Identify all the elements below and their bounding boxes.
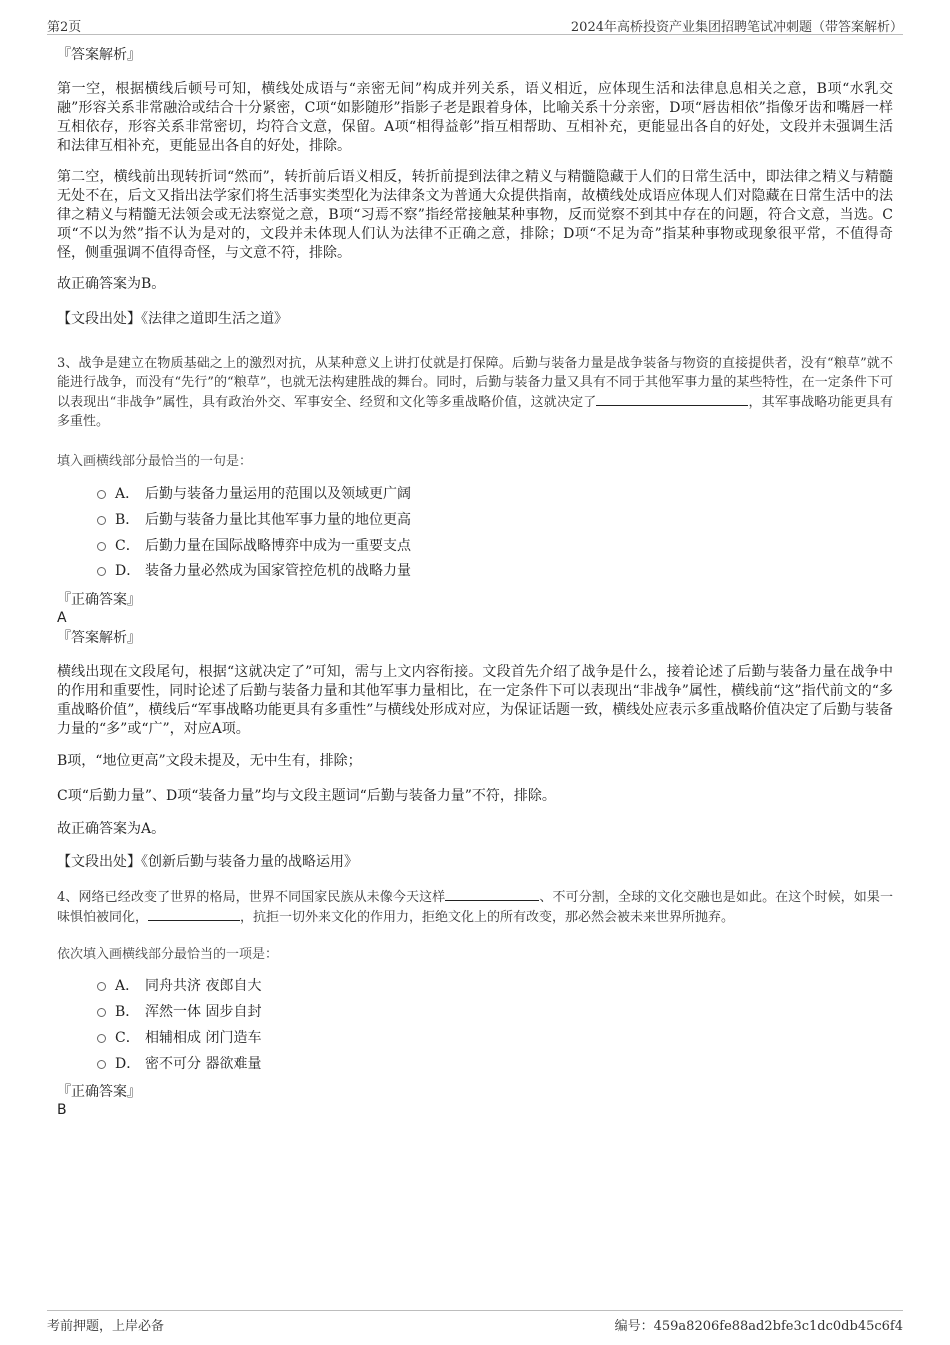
q4-answer-label: 『正确答案』 xyxy=(57,1084,141,1100)
source-title: 《法律之道即生活之道》 xyxy=(141,311,288,327)
q2-conclusion: 故正确答案为B。 xyxy=(57,276,166,292)
q4-option-a[interactable]: A． 同舟共济 夜郎自大 xyxy=(97,976,261,996)
q3-stem-after: ，其军事战略功能更具有多重性。 xyxy=(57,395,893,429)
q3-blank xyxy=(596,392,748,406)
q3-explanation-label: 『答案解析』 xyxy=(57,630,141,646)
document-id: 编号：459a8206fe88ad2bfe3c1dc0db45c6f4 xyxy=(614,1319,903,1334)
q2-explanation-label: 『答案解析』 xyxy=(57,47,141,63)
source-title: 《创新后勤与装备力量的战略运用》 xyxy=(141,854,358,870)
radio-icon[interactable] xyxy=(97,516,106,525)
q4-blank-1 xyxy=(445,887,539,901)
q3-stem xyxy=(57,354,893,431)
q3-option-b[interactable]: B． 后勤与装备力量比其他军事力量的地位更高 xyxy=(97,510,411,530)
source-prefix: 【文段出处】 xyxy=(57,854,141,870)
document-title: 2024年高桥投资产业集团招聘笔试冲刺题（带答案解析） xyxy=(570,20,903,35)
q3-explanation-para-3: C项“后勤力量”、D项“装备力量”均与文段主题词“后勤与装备力量”不符，排除。 xyxy=(57,788,556,804)
q4-stem: 4、网络已经改变了世界的格局，世界不同国家民族从未像今天这样 、不可分割，全球的文化交融也是如此。在这个时候，如果一味惧怕被同化， ，抗拒一切外来文化的作用力，拒绝文化上的所有改变，那必然会被未来世界所抛弃。 xyxy=(57,887,893,927)
q4-option-b[interactable]: B． 浑然一体 固步自封 xyxy=(97,1002,261,1022)
page-header xyxy=(47,14,903,35)
q4-prompt: 依次填入画横线部分最恰当的一项是： xyxy=(57,947,279,962)
q3-answer: A xyxy=(57,610,67,626)
q2-explanation-para-2: 第二空，横线前出现转折词“然而”，转折前后语义相反，转折前提到法律之精义与精髓隐藏于人们的日常生活中，即法律之精义与精髓无处不在，后文又指出法学家们将生活事实类型化为法律条文为普通大众提供指南，故横线处成语应体现人们对隐藏在日常生活中的法律之精义与精髓无法领会或无法察觉之意，B项“习焉不察”指经常接触某种事物，反而觉察不到其中存在的问题，符合文意，当选。C项“不以为然”指不认为是对的，文段并未体现人们认为法律不正确之意，排除；D项“不足为奇”指某种事物或现象很平常，不值得奇怪，侧重强调不值得奇怪，与文意不符，排除。 xyxy=(57,169,893,261)
q3-source xyxy=(57,853,893,872)
q2-source xyxy=(57,310,893,329)
radio-icon[interactable] xyxy=(97,542,106,551)
q3-option-c[interactable]: C． 后勤力量在国际战略博弈中成为一重要支点 xyxy=(97,536,411,556)
page-footer xyxy=(47,1310,903,1334)
page-number: 第2页 xyxy=(47,20,82,35)
radio-icon[interactable] xyxy=(97,1060,106,1069)
radio-icon[interactable] xyxy=(97,1008,106,1017)
q3-explanation-para-2: B项，“地位更高”文段未提及，无中生有，排除； xyxy=(57,753,362,769)
radio-icon[interactable] xyxy=(97,490,106,499)
source-prefix: 【文段出处】 xyxy=(57,311,141,327)
radio-icon[interactable] xyxy=(97,982,106,991)
q2-explanation-para-1: 第一空，根据横线后顿号可知，横线处成语与“亲密无间”构成并列关系，语义相近，应体现生活和法律息息相关之意，B项“水乳交融”形容关系非常融洽或结合十分紧密，C项“如影随形”指影子老是跟着身体，比喻关系十分亲密，D项“唇齿相依”指像牙齿和嘴唇一样互相依存，形容关系非常密切，均符合文意，保留。A项“相得益彰”指互相帮助、互相补充，更能显出各自的好处，文段并未强调生活和法律互相补充，更能显出各自的好处，排除。 xyxy=(57,81,893,154)
q3-explanation-para-1: 横线出现在文段尾句，根据“这就决定了”可知，需与上文内容衔接。文段首先介绍了战争是什么，接着论述了后勤与装备力量在战争中的作用和重要性，同时论述了后勤与装备力量和其他军事力量相比，在一定条件下可以表现出“非战争”属性，横线前“这”指代前文的“多重战略价值”，横线后“军事战略功能更具有多重性”与横线处形成对应，为保证话题一致，横线处应表示多重战略价值决定了后勤与装备力量的“多”或“广”，对应A项。 xyxy=(57,664,893,737)
radio-icon[interactable] xyxy=(97,567,106,576)
q3-answer-label: 『正确答案』 xyxy=(57,592,141,608)
q4-option-d[interactable]: D． 密不可分 器欲难量 xyxy=(97,1054,261,1074)
q3-prompt: 填入画横线部分最恰当的一句是： xyxy=(57,454,253,469)
q3-stem-before: 3、战争是建立在物质基础之上的激烈对抗，从某种意义上讲打仗就是打保障。后勤与装备力量是战争装备与物资的直接提供者，没有“粮草”就不能进行战争，而没有“先行”的“粮草”，也就无法构建胜战的舞台。同时，后勤与装备力量又具有不同于其他军事力量的某些特性，在一定条件下可以表现出“非战争”属性，具有政治外交、军事安全、经贸和文化等多重战略价值，这就决定了 xyxy=(57,356,893,410)
q4-option-c[interactable]: C． 相辅相成 闭门造车 xyxy=(97,1028,261,1048)
q3-option-a[interactable]: A． 后勤与装备力量运用的范围以及领域更广阔 xyxy=(97,484,411,504)
q3-option-d[interactable]: D． 装备力量必然成为国家管控危机的战略力量 xyxy=(97,561,411,581)
q4-blank-2 xyxy=(148,907,240,921)
q3-conclusion: 故正确答案为A。 xyxy=(57,821,166,837)
radio-icon[interactable] xyxy=(97,1034,106,1043)
q4-answer: B xyxy=(57,1102,67,1118)
footer-slogan: 考前押题，上岸必备 xyxy=(47,1319,165,1334)
